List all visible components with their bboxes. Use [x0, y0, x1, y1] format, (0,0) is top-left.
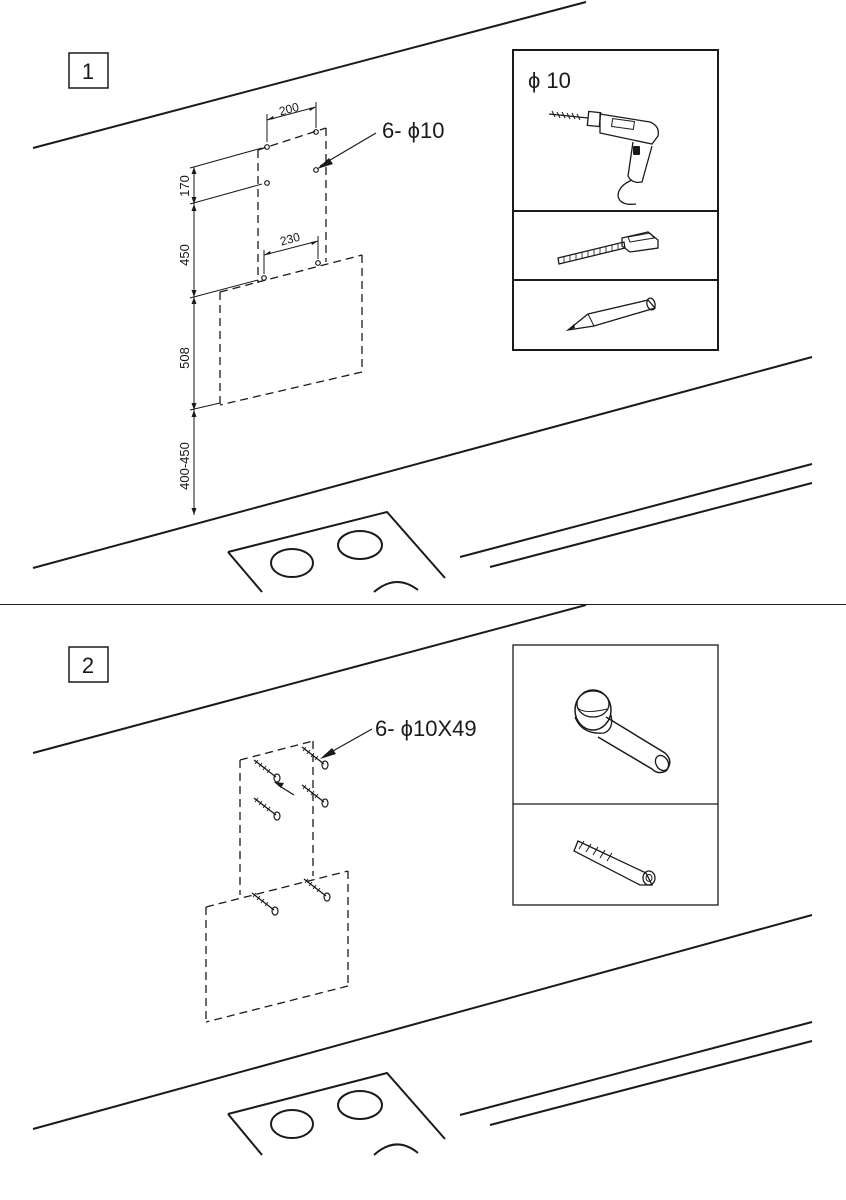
counter-back-line	[33, 915, 812, 1129]
hob-burner	[338, 1091, 382, 1119]
wall-plug	[302, 747, 328, 769]
pencil-icon	[568, 297, 656, 330]
hob	[228, 1073, 445, 1155]
dimension-label-170: 170	[177, 175, 192, 197]
tape-measure-icon	[558, 232, 658, 264]
dimension-top	[267, 100, 316, 142]
wall-plug	[304, 879, 330, 901]
dimension-top-label: 200	[277, 99, 301, 119]
screw-callout	[320, 716, 477, 759]
counter-edge-line-1	[460, 464, 812, 557]
hole-callout	[317, 118, 444, 169]
counter-edge-line-2	[490, 483, 812, 567]
chimney-outline	[258, 128, 326, 283]
screw-icon	[575, 690, 671, 773]
dimension-lower	[264, 230, 318, 274]
hole-callout-label: 6- ϕ10	[382, 118, 445, 143]
hob-burner	[338, 531, 382, 559]
dimension-lower-label: 230	[278, 229, 302, 249]
ceiling-line	[33, 605, 586, 753]
dimension-label-450: 450	[177, 244, 192, 266]
screw-callout-label: 6- ϕ10X49	[375, 716, 477, 741]
hob-burner	[374, 582, 418, 592]
step-number: 2	[81, 653, 95, 678]
dimension-label-508: 508	[177, 347, 192, 369]
counter-back-line	[33, 357, 812, 568]
drill-icon	[549, 111, 658, 204]
wall-plugs	[252, 747, 330, 915]
hob-burner	[271, 1110, 313, 1138]
step-number: 1	[81, 59, 95, 84]
hob	[228, 512, 445, 592]
wall-plug	[254, 760, 280, 782]
hole	[314, 168, 319, 173]
step-2-illustration	[0, 605, 846, 1200]
counter-edge-line-1	[460, 1022, 812, 1115]
parts-box	[513, 645, 718, 905]
hob-burner	[374, 1144, 418, 1155]
hob-burner	[271, 549, 313, 577]
wall-plug-icon	[574, 841, 655, 885]
hood-outline	[220, 255, 362, 405]
wall-plug	[252, 893, 278, 915]
tools-box	[513, 50, 718, 350]
hole	[262, 276, 267, 281]
drill-size-label: ϕ 10	[528, 68, 571, 93]
counter-edge-line-2	[490, 1041, 812, 1125]
wall-plug	[302, 785, 328, 807]
hole	[316, 261, 321, 266]
wall-plug	[254, 798, 280, 820]
chimney-outline	[240, 741, 313, 895]
dimension-label-400-450: 400-450	[177, 442, 192, 490]
ceiling-line	[33, 2, 586, 148]
step-2-panel	[0, 605, 846, 1200]
drill-holes	[262, 130, 321, 281]
hood-outline	[206, 871, 348, 1022]
hole	[265, 181, 270, 186]
